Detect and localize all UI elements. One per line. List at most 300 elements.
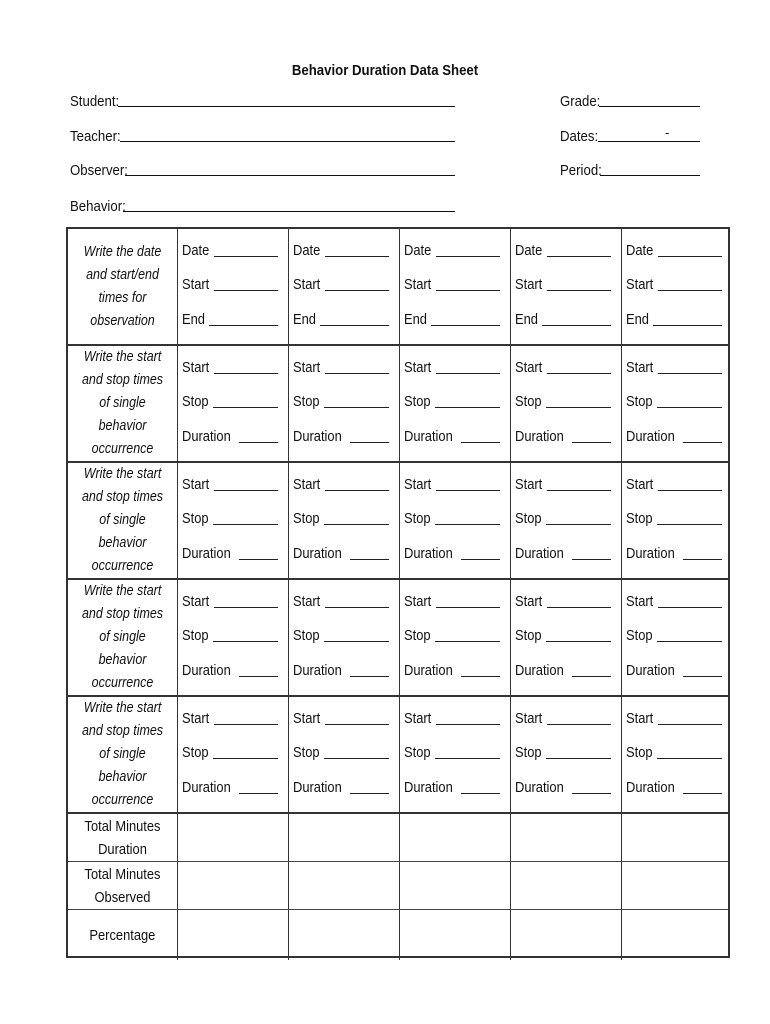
entry-stop-blank[interactable]: [657, 758, 722, 759]
page-title: Behavior Duration Data Sheet: [291, 62, 479, 79]
entry-start-field[interactable]: [293, 273, 389, 293]
entry-start-field[interactable]: [515, 590, 611, 610]
entry-date-label: Date: [182, 242, 210, 259]
entry-stop-blank[interactable]: [546, 524, 611, 525]
entry-start-field[interactable]: [626, 590, 722, 610]
entry-start-blank[interactable]: [325, 607, 389, 608]
session-cell: [510, 697, 621, 812]
entry-start-field[interactable]: [182, 273, 278, 293]
entry-duration-blank[interactable]: [239, 559, 278, 560]
summary-value-cell[interactable]: [177, 814, 288, 861]
summary-value-cell[interactable]: [288, 910, 399, 960]
entry-stop-field[interactable]: [182, 741, 278, 761]
entry-stop-blank[interactable]: [324, 407, 389, 408]
entry-duration-blank[interactable]: [350, 442, 389, 443]
entry-start-field[interactable]: [182, 590, 278, 610]
entry-start-label: Start: [182, 476, 210, 493]
summary-value-cell[interactable]: [621, 814, 732, 861]
entry-start-label: Start: [293, 276, 321, 293]
session-cell: [177, 580, 288, 695]
entry-stop-field[interactable]: [293, 507, 389, 527]
entry-start-field[interactable]: [293, 707, 389, 727]
entry-duration-field[interactable]: [515, 659, 611, 679]
summary-value-cell[interactable]: [510, 862, 621, 909]
entry-start-field[interactable]: [404, 707, 500, 727]
entry-duration-label: Duration: [515, 662, 564, 679]
entry-duration-field[interactable]: [404, 542, 500, 562]
entry-duration-blank[interactable]: [350, 793, 389, 794]
teacher-field[interactable]: [70, 123, 128, 145]
session-cell: [288, 580, 399, 695]
entry-stop-blank[interactable]: [213, 758, 278, 759]
entry-end-label: End: [182, 311, 205, 328]
entry-duration-blank[interactable]: [350, 559, 389, 560]
entry-start-label: Start: [293, 710, 321, 727]
entry-start-label: Start: [182, 593, 210, 610]
entry-end-field[interactable]: [515, 308, 611, 328]
entry-duration-blank[interactable]: [572, 676, 611, 677]
occurrence-row: [68, 463, 728, 580]
entry-duration-blank[interactable]: [683, 559, 722, 560]
entry-duration-label: Duration: [515, 545, 564, 562]
entry-date-blank[interactable]: [658, 256, 722, 257]
entry-start-blank[interactable]: [436, 724, 500, 725]
entry-stop-blank[interactable]: [213, 524, 278, 525]
entry-start-blank[interactable]: [436, 373, 500, 374]
entry-duration-label: Duration: [626, 545, 675, 562]
summary-label-cell: [68, 910, 177, 960]
entry-start-label: Start: [293, 593, 321, 610]
entry-duration-blank[interactable]: [239, 676, 278, 677]
summary-value-cell[interactable]: [510, 910, 621, 960]
session-cell: [177, 229, 288, 344]
summary-value-cell[interactable]: [288, 862, 399, 909]
entry-start-blank[interactable]: [325, 724, 389, 725]
entry-start-field[interactable]: [515, 273, 611, 293]
entry-start-blank[interactable]: [658, 290, 722, 291]
row-instruction: [68, 229, 177, 344]
entry-start-label: Start: [404, 476, 432, 493]
entry-stop-field[interactable]: [515, 624, 611, 644]
entry-end-label: End: [515, 311, 538, 328]
entry-start-label: Start: [515, 710, 543, 727]
entry-stop-blank[interactable]: [657, 524, 722, 525]
entry-duration-label: Duration: [626, 662, 675, 679]
entry-duration-label: Duration: [515, 779, 564, 796]
summary-row: [68, 910, 728, 960]
dates-separator: -: [665, 125, 670, 140]
entry-end-label: End: [404, 311, 427, 328]
teacher-line[interactable]: [120, 141, 455, 142]
entry-duration-field[interactable]: [182, 659, 278, 679]
row-instruction: [68, 697, 177, 812]
entry-start-field[interactable]: [293, 473, 389, 493]
entry-start-label: Start: [404, 593, 432, 610]
behavior-line[interactable]: [123, 211, 455, 212]
entry-stop-label: Stop: [293, 627, 320, 644]
entry-date-label: Date: [404, 242, 432, 259]
session-cell: [177, 697, 288, 812]
entry-stop-field[interactable]: [515, 507, 611, 527]
entry-start-blank[interactable]: [658, 490, 722, 491]
entry-date-field[interactable]: [182, 239, 278, 259]
session-cell: [621, 463, 732, 578]
summary-row: [68, 814, 728, 862]
entry-start-blank[interactable]: [436, 290, 500, 291]
entry-duration-field[interactable]: [293, 659, 389, 679]
entry-stop-blank[interactable]: [324, 758, 389, 759]
entry-end-blank[interactable]: [431, 325, 500, 326]
entry-date-label: Date: [293, 242, 321, 259]
entry-start-field[interactable]: [626, 273, 722, 293]
entry-stop-label: Stop: [515, 510, 542, 527]
entry-start-field[interactable]: [182, 707, 278, 727]
entry-date-blank[interactable]: [547, 256, 611, 257]
entry-stop-field[interactable]: [515, 741, 611, 761]
entry-start-blank[interactable]: [325, 373, 389, 374]
student-field[interactable]: [70, 88, 126, 110]
entry-duration-field[interactable]: [626, 542, 722, 562]
entry-start-blank[interactable]: [547, 290, 611, 291]
entry-duration-label: Duration: [626, 428, 675, 445]
entry-stop-label: Stop: [404, 744, 431, 761]
entry-stop-blank[interactable]: [546, 758, 611, 759]
summary-row: [68, 862, 728, 910]
entry-start-field[interactable]: [626, 356, 722, 376]
entry-duration-blank[interactable]: [461, 793, 500, 794]
entry-date-field[interactable]: [404, 239, 500, 259]
grade-line[interactable]: [599, 106, 700, 107]
entry-end-blank[interactable]: [209, 325, 278, 326]
entry-duration-field[interactable]: [182, 542, 278, 562]
entry-duration-field[interactable]: [293, 776, 389, 796]
entry-stop-label: Stop: [293, 744, 320, 761]
entry-stop-label: Stop: [293, 510, 320, 527]
observer-label: Observer:: [70, 162, 128, 179]
entry-stop-field[interactable]: [182, 390, 278, 410]
entry-duration-blank[interactable]: [572, 442, 611, 443]
entry-start-blank[interactable]: [214, 607, 278, 608]
entry-date-blank[interactable]: [325, 256, 389, 257]
student-label: Student:: [70, 93, 120, 110]
entry-duration-field[interactable]: [293, 425, 389, 445]
session-cell: [621, 229, 732, 344]
entry-stop-field[interactable]: [626, 741, 722, 761]
summary-value-cell[interactable]: [177, 862, 288, 909]
entry-start-blank[interactable]: [658, 607, 722, 608]
session-cell: [510, 229, 621, 344]
observer-line[interactable]: [125, 175, 455, 176]
summary-label: Percentage: [89, 926, 156, 944]
entry-end-label: End: [626, 311, 649, 328]
period-field[interactable]: [560, 157, 608, 179]
entry-end-label: End: [293, 311, 316, 328]
entry-stop-label: Stop: [515, 627, 542, 644]
grade-field[interactable]: [560, 88, 606, 110]
entry-stop-field[interactable]: [404, 624, 500, 644]
occurrence-row: [68, 580, 728, 697]
entry-duration-label: Duration: [293, 662, 342, 679]
entry-stop-blank[interactable]: [324, 641, 389, 642]
entry-duration-field[interactable]: [404, 425, 500, 445]
entry-start-label: Start: [182, 710, 210, 727]
entry-stop-blank[interactable]: [546, 641, 611, 642]
entry-duration-field[interactable]: [626, 659, 722, 679]
entry-duration-field[interactable]: [515, 425, 611, 445]
entry-start-blank[interactable]: [658, 373, 722, 374]
entry-duration-label: Duration: [293, 779, 342, 796]
entry-start-label: Start: [626, 359, 654, 376]
entry-stop-field[interactable]: [293, 390, 389, 410]
entry-duration-field[interactable]: [293, 542, 389, 562]
entry-start-blank[interactable]: [547, 724, 611, 725]
session-cell: [399, 463, 510, 578]
summary-value-cell[interactable]: [288, 814, 399, 861]
entry-start-label: Start: [404, 710, 432, 727]
entry-end-field[interactable]: [182, 308, 278, 328]
entry-duration-blank[interactable]: [572, 793, 611, 794]
entry-duration-blank[interactable]: [239, 442, 278, 443]
entry-date-label: Date: [515, 242, 543, 259]
session-cell: [288, 229, 399, 344]
entry-duration-field[interactable]: [515, 776, 611, 796]
entry-stop-field[interactable]: [404, 507, 500, 527]
entry-duration-label: Duration: [182, 545, 231, 562]
entry-start-field[interactable]: [515, 473, 611, 493]
entry-start-blank[interactable]: [436, 607, 500, 608]
observation-row: [68, 229, 728, 346]
entry-start-field[interactable]: [515, 356, 611, 376]
session-cell: [621, 697, 732, 812]
entry-stop-field[interactable]: [293, 624, 389, 644]
entry-duration-blank[interactable]: [683, 676, 722, 677]
session-cell: [288, 463, 399, 578]
occurrence-row: [68, 697, 728, 814]
summary-label-cell: [68, 814, 177, 861]
entry-duration-blank[interactable]: [683, 793, 722, 794]
entry-stop-blank[interactable]: [657, 641, 722, 642]
row-instruction-text: Write the start and stop times of single behavior occurrence: [81, 466, 164, 574]
entry-start-blank[interactable]: [547, 607, 611, 608]
entry-end-blank[interactable]: [542, 325, 611, 326]
entry-stop-label: Stop: [182, 744, 209, 761]
entry-start-field[interactable]: [515, 707, 611, 727]
period-label: Period:: [560, 162, 602, 179]
entry-start-blank[interactable]: [436, 490, 500, 491]
entry-stop-blank[interactable]: [213, 407, 278, 408]
entry-start-blank[interactable]: [547, 373, 611, 374]
summary-value-cell[interactable]: [621, 910, 732, 960]
entry-stop-field[interactable]: [626, 507, 722, 527]
entry-duration-label: Duration: [182, 662, 231, 679]
entry-stop-blank[interactable]: [435, 407, 500, 408]
summary-value-cell[interactable]: [510, 814, 621, 861]
entry-stop-field[interactable]: [515, 390, 611, 410]
dates-field[interactable]: [560, 123, 670, 145]
teacher-label: Teacher:: [70, 128, 121, 145]
entry-start-label: Start: [626, 593, 654, 610]
entry-start-field[interactable]: [182, 473, 278, 493]
entry-start-field[interactable]: [404, 356, 500, 376]
entry-start-field[interactable]: [182, 356, 278, 376]
entry-start-blank[interactable]: [325, 490, 389, 491]
entry-start-label: Start: [515, 593, 543, 610]
dates-label: Dates:: [560, 128, 599, 145]
session-cell: [177, 346, 288, 461]
entry-stop-field[interactable]: [626, 390, 722, 410]
entry-end-field[interactable]: [293, 308, 389, 328]
entry-start-field[interactable]: [626, 707, 722, 727]
entry-date-blank[interactable]: [214, 256, 278, 257]
row-instruction: [68, 463, 177, 578]
entry-end-blank[interactable]: [653, 325, 722, 326]
summary-value-cell[interactable]: [399, 862, 510, 909]
entry-duration-blank[interactable]: [461, 559, 500, 560]
entry-duration-field[interactable]: [404, 659, 500, 679]
entry-stop-field[interactable]: [404, 741, 500, 761]
entry-stop-label: Stop: [404, 393, 431, 410]
entry-duration-label: Duration: [626, 779, 675, 796]
dates-line[interactable]: [598, 125, 700, 142]
summary-value-cell[interactable]: [621, 862, 732, 909]
entry-stop-blank[interactable]: [657, 407, 722, 408]
observer-field[interactable]: [70, 157, 136, 179]
row-instruction-text: Write the date and start/end times for observation: [83, 243, 162, 329]
session-cell: [399, 346, 510, 461]
duration-data-table: [66, 227, 730, 958]
entry-duration-label: Duration: [182, 428, 231, 445]
session-cell: [621, 580, 732, 695]
summary-label-cell: [68, 862, 177, 909]
entry-date-field[interactable]: [626, 239, 722, 259]
entry-duration-blank[interactable]: [572, 559, 611, 560]
session-cell: [399, 580, 510, 695]
entry-date-blank[interactable]: [436, 256, 500, 257]
entry-stop-field[interactable]: [626, 624, 722, 644]
entry-stop-label: Stop: [626, 510, 653, 527]
entry-stop-blank[interactable]: [546, 407, 611, 408]
entry-start-label: Start: [626, 710, 654, 727]
entry-start-field[interactable]: [626, 473, 722, 493]
entry-stop-label: Stop: [182, 393, 209, 410]
row-instruction-text: Write the start and stop times of single behavior occurrence: [81, 583, 164, 691]
entry-stop-label: Stop: [404, 627, 431, 644]
summary-value-cell[interactable]: [177, 910, 288, 960]
entry-start-label: Start: [404, 359, 432, 376]
entry-start-field[interactable]: [293, 590, 389, 610]
entry-stop-blank[interactable]: [435, 641, 500, 642]
entry-end-field[interactable]: [626, 308, 722, 328]
entry-duration-label: Duration: [404, 662, 453, 679]
entry-duration-field[interactable]: [182, 776, 278, 796]
session-cell: [399, 697, 510, 812]
entry-stop-field[interactable]: [182, 507, 278, 527]
entry-start-label: Start: [182, 359, 210, 376]
entry-start-blank[interactable]: [214, 490, 278, 491]
entry-start-field[interactable]: [404, 273, 500, 293]
session-cell: [399, 229, 510, 344]
summary-label: Total Minutes Duration: [84, 817, 161, 858]
entry-stop-blank[interactable]: [435, 758, 500, 759]
entry-start-blank[interactable]: [325, 290, 389, 291]
entry-start-label: Start: [515, 476, 543, 493]
period-line[interactable]: [600, 175, 700, 176]
entry-stop-field[interactable]: [404, 390, 500, 410]
entry-start-field[interactable]: [404, 473, 500, 493]
entry-stop-field[interactable]: [182, 624, 278, 644]
entry-stop-label: Stop: [626, 744, 653, 761]
entry-duration-field[interactable]: [515, 542, 611, 562]
entry-start-field[interactable]: [293, 356, 389, 376]
entry-stop-label: Stop: [404, 510, 431, 527]
session-cell: [177, 463, 288, 578]
entry-stop-field[interactable]: [293, 741, 389, 761]
entry-duration-blank[interactable]: [683, 442, 722, 443]
session-cell: [510, 346, 621, 461]
entry-date-label: Date: [626, 242, 654, 259]
entry-duration-blank[interactable]: [461, 442, 500, 443]
row-instruction-text: Write the start and stop times of single behavior occurrence: [81, 700, 164, 808]
entry-duration-field[interactable]: [182, 425, 278, 445]
entry-stop-blank[interactable]: [213, 641, 278, 642]
entry-start-label: Start: [515, 276, 543, 293]
entry-duration-field[interactable]: [626, 425, 722, 445]
session-cell: [510, 580, 621, 695]
entry-duration-field[interactable]: [626, 776, 722, 796]
entry-stop-blank[interactable]: [324, 524, 389, 525]
entry-stop-label: Stop: [515, 393, 542, 410]
entry-duration-field[interactable]: [404, 776, 500, 796]
entry-end-blank[interactable]: [320, 325, 389, 326]
entry-date-field[interactable]: [293, 239, 389, 259]
entry-duration-blank[interactable]: [461, 676, 500, 677]
entry-start-label: Start: [293, 476, 321, 493]
occurrence-row: [68, 346, 728, 463]
entry-start-label: Start: [293, 359, 321, 376]
entry-duration-label: Duration: [293, 545, 342, 562]
row-instruction: [68, 580, 177, 695]
entry-duration-label: Duration: [404, 545, 453, 562]
summary-value-cell[interactable]: [399, 814, 510, 861]
session-cell: [288, 697, 399, 812]
summary-label: Total Minutes Observed: [84, 865, 161, 906]
entry-duration-label: Duration: [182, 779, 231, 796]
entry-start-blank[interactable]: [658, 724, 722, 725]
entry-stop-label: Stop: [182, 510, 209, 527]
entry-duration-blank[interactable]: [239, 793, 278, 794]
entry-start-blank[interactable]: [214, 724, 278, 725]
behavior-field[interactable]: [70, 193, 133, 215]
entry-start-blank[interactable]: [214, 290, 278, 291]
entry-stop-label: Stop: [626, 393, 653, 410]
row-instruction-text: Write the start and stop times of single behavior occurrence: [81, 349, 164, 457]
entry-stop-label: Stop: [515, 744, 542, 761]
entry-stop-label: Stop: [626, 627, 653, 644]
session-cell: [621, 346, 732, 461]
row-instruction: [68, 346, 177, 461]
entry-start-blank[interactable]: [547, 490, 611, 491]
entry-end-field[interactable]: [404, 308, 500, 328]
student-line[interactable]: [118, 106, 455, 107]
summary-value-cell[interactable]: [399, 910, 510, 960]
entry-start-label: Start: [515, 359, 543, 376]
entry-duration-label: Duration: [404, 779, 453, 796]
entry-date-field[interactable]: [515, 239, 611, 259]
entry-stop-blank[interactable]: [435, 524, 500, 525]
entry-duration-blank[interactable]: [350, 676, 389, 677]
entry-start-field[interactable]: [404, 590, 500, 610]
entry-start-blank[interactable]: [214, 373, 278, 374]
